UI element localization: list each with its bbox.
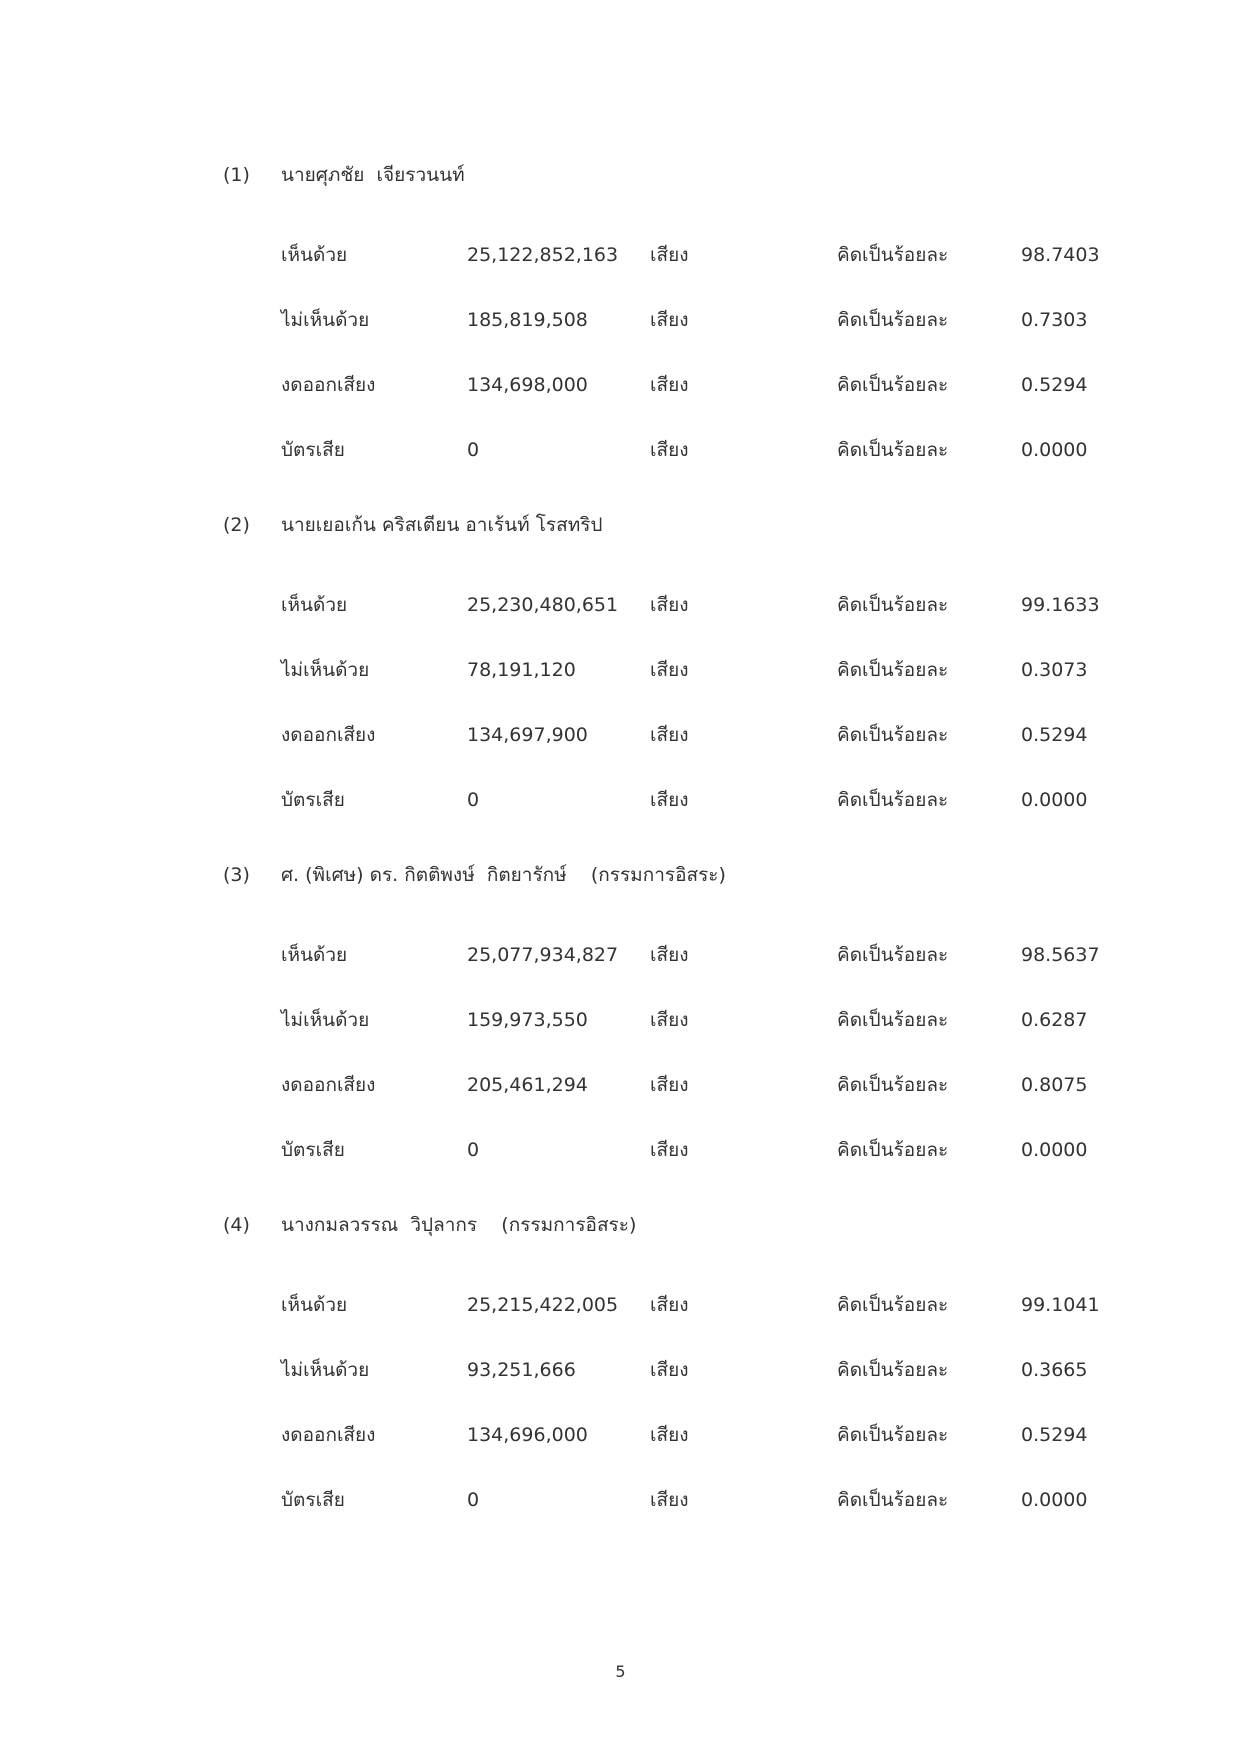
vote-label: เห็นด้วย: [281, 244, 348, 266]
vote-label: ไม่เห็นด้วย: [281, 1009, 370, 1031]
vote-unit: เสียง: [650, 1424, 689, 1446]
vote-label: งดออกเสียง: [281, 1424, 376, 1446]
vote-count: 134,696,000: [467, 1424, 588, 1446]
vote-unit: เสียง: [650, 1489, 689, 1511]
candidate-heading: [0, 1210, 1241, 1240]
candidate-number: (3): [223, 864, 250, 886]
vote-row: [0, 940, 1241, 970]
vote-count: 205,461,294: [467, 1074, 588, 1096]
percent-label: คิดเป็นร้อยละ: [837, 594, 949, 616]
vote-unit: เสียง: [650, 1074, 689, 1096]
vote-unit: เสียง: [650, 439, 689, 461]
vote-row: [0, 1005, 1241, 1035]
vote-unit: เสียง: [650, 659, 689, 681]
vote-row: [0, 655, 1241, 685]
vote-unit: เสียง: [650, 244, 689, 266]
vote-label: ไม่เห็นด้วย: [281, 1359, 370, 1381]
vote-count: 0: [467, 1139, 480, 1161]
vote-percent: 0.3073: [1021, 659, 1088, 681]
percent-label: คิดเป็นร้อยละ: [837, 944, 949, 966]
vote-unit: เสียง: [650, 944, 689, 966]
vote-unit: เสียง: [650, 724, 689, 746]
candidate-name: ศ. (พิเศษ) ดร. กิตติพงษ์ กิตยารักษ์ (กรรมการอิสระ): [281, 864, 726, 886]
vote-percent: 99.1041: [1021, 1294, 1100, 1316]
vote-unit: เสียง: [650, 594, 689, 616]
vote-row: [0, 1135, 1241, 1165]
vote-label: เห็นด้วย: [281, 944, 348, 966]
vote-label: บัตรเสีย: [281, 1139, 345, 1161]
vote-unit: เสียง: [650, 789, 689, 811]
percent-label: คิดเป็นร้อยละ: [837, 724, 949, 746]
percent-label: คิดเป็นร้อยละ: [837, 1074, 949, 1096]
vote-count: 134,697,900: [467, 724, 588, 746]
percent-label: คิดเป็นร้อยละ: [837, 659, 949, 681]
vote-percent: 0.7303: [1021, 309, 1088, 331]
percent-label: คิดเป็นร้อยละ: [837, 309, 949, 331]
vote-percent: 99.1633: [1021, 594, 1100, 616]
vote-count: 159,973,550: [467, 1009, 588, 1031]
vote-label: งดออกเสียง: [281, 1074, 376, 1096]
percent-label: คิดเป็นร้อยละ: [837, 374, 949, 396]
vote-count: 93,251,666: [467, 1359, 576, 1381]
vote-percent: 0.5294: [1021, 1424, 1088, 1446]
percent-label: คิดเป็นร้อยละ: [837, 1009, 949, 1031]
vote-count: 25,122,852,163: [467, 244, 619, 266]
percent-label: คิดเป็นร้อยละ: [837, 1489, 949, 1511]
candidate-number: (1): [223, 164, 250, 186]
candidate-name: นายศุภชัย เจียรวนนท์: [281, 164, 465, 186]
vote-unit: เสียง: [650, 1359, 689, 1381]
vote-row: [0, 1485, 1241, 1515]
vote-unit: เสียง: [650, 309, 689, 331]
vote-percent: 0.5294: [1021, 374, 1088, 396]
vote-unit: เสียง: [650, 1294, 689, 1316]
candidate-heading: [0, 860, 1241, 890]
candidate-name: นายเยอเก้น คริสเตียน อาเร้นท์ โรสทริป: [281, 514, 603, 536]
vote-count: 134,698,000: [467, 374, 588, 396]
page-number: 5: [615, 1662, 626, 1681]
percent-label: คิดเป็นร้อยละ: [837, 1424, 949, 1446]
vote-row: [0, 305, 1241, 335]
vote-label: บัตรเสีย: [281, 789, 345, 811]
vote-row: [0, 1290, 1241, 1320]
vote-unit: เสียง: [650, 1139, 689, 1161]
vote-percent: 98.7403: [1021, 244, 1100, 266]
vote-row: [0, 240, 1241, 270]
vote-label: บัตรเสีย: [281, 1489, 345, 1511]
vote-label: เห็นด้วย: [281, 594, 348, 616]
candidate-name: นางกมลวรรณ วิปุลากร (กรรมการอิสระ): [281, 1214, 637, 1236]
percent-label: คิดเป็นร้อยละ: [837, 789, 949, 811]
vote-label: งดออกเสียง: [281, 724, 376, 746]
vote-percent: 0.0000: [1021, 1139, 1088, 1161]
vote-percent: 0.5294: [1021, 724, 1088, 746]
vote-count: 0: [467, 439, 480, 461]
vote-count: 78,191,120: [467, 659, 576, 681]
vote-label: งดออกเสียง: [281, 374, 376, 396]
vote-row: [0, 1355, 1241, 1385]
candidate-heading: [0, 160, 1241, 190]
vote-percent: 0.0000: [1021, 789, 1088, 811]
vote-row: [0, 720, 1241, 750]
candidate-number: (4): [223, 1214, 250, 1236]
vote-count: 185,819,508: [467, 309, 588, 331]
vote-row: [0, 435, 1241, 465]
vote-unit: เสียง: [650, 1009, 689, 1031]
vote-row: [0, 370, 1241, 400]
percent-label: คิดเป็นร้อยละ: [837, 1139, 949, 1161]
vote-percent: 0.0000: [1021, 1489, 1088, 1511]
vote-count: 25,215,422,005: [467, 1294, 619, 1316]
vote-label: เห็นด้วย: [281, 1294, 348, 1316]
vote-percent: 0.8075: [1021, 1074, 1088, 1096]
vote-row: [0, 1420, 1241, 1450]
vote-row: [0, 590, 1241, 620]
vote-percent: 0.3665: [1021, 1359, 1088, 1381]
vote-row: [0, 1070, 1241, 1100]
vote-unit: เสียง: [650, 374, 689, 396]
vote-label: ไม่เห็นด้วย: [281, 309, 370, 331]
percent-label: คิดเป็นร้อยละ: [837, 439, 949, 461]
vote-row: [0, 785, 1241, 815]
percent-label: คิดเป็นร้อยละ: [837, 1294, 949, 1316]
vote-percent: 0.0000: [1021, 439, 1088, 461]
vote-percent: 98.5637: [1021, 944, 1100, 966]
candidate-number: (2): [223, 514, 250, 536]
vote-count: 25,077,934,827: [467, 944, 619, 966]
vote-label: บัตรเสีย: [281, 439, 345, 461]
vote-count: 0: [467, 789, 480, 811]
vote-percent: 0.6287: [1021, 1009, 1088, 1031]
percent-label: คิดเป็นร้อยละ: [837, 1359, 949, 1381]
candidate-heading: [0, 510, 1241, 540]
percent-label: คิดเป็นร้อยละ: [837, 244, 949, 266]
vote-label: ไม่เห็นด้วย: [281, 659, 370, 681]
vote-count: 0: [467, 1489, 480, 1511]
vote-count: 25,230,480,651: [467, 594, 619, 616]
